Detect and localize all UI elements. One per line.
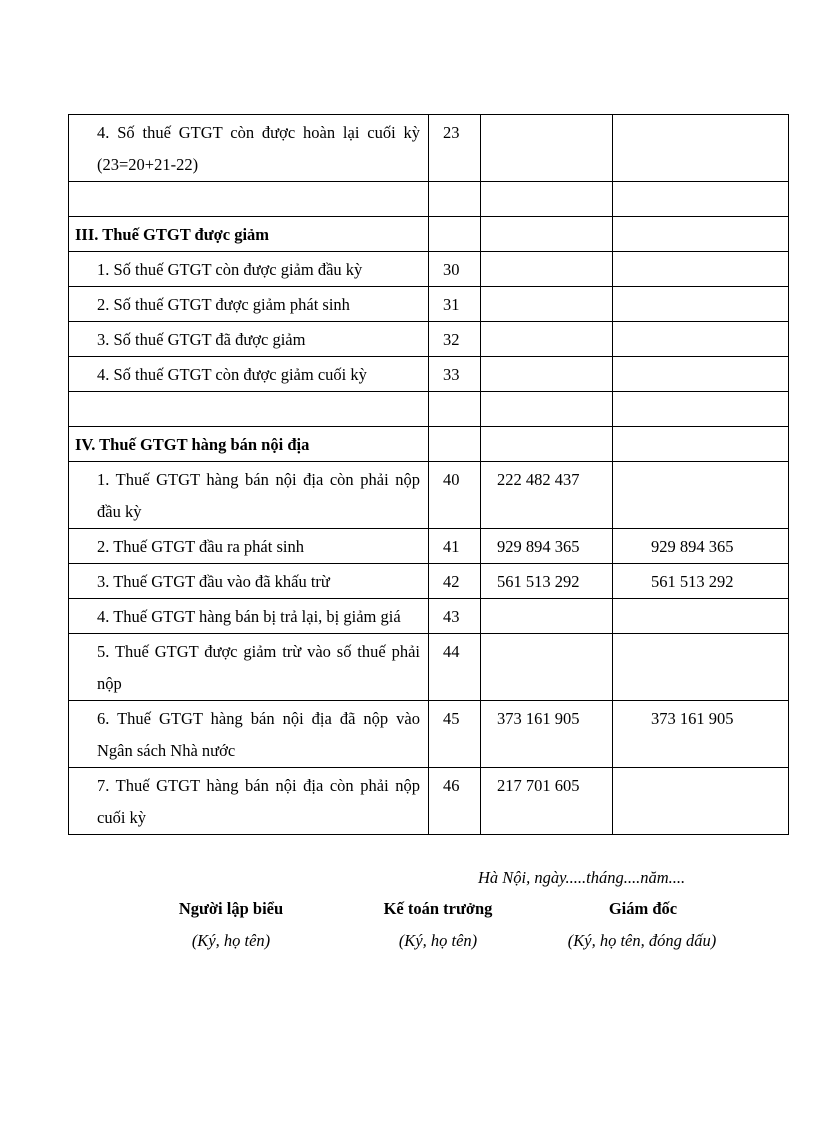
row-amount-period	[613, 634, 789, 701]
row-amount-period	[613, 427, 789, 462]
row-amount-opening: 561 513 292	[481, 564, 613, 599]
row-label: 7. Thuế GTGT hàng bán nội địa còn phải nộp cuối kỳ	[69, 768, 429, 835]
table-row	[69, 115, 789, 182]
date-line: Hà Nội, ngày.....tháng....năm....	[478, 868, 686, 887]
row-amount-period	[613, 462, 789, 529]
row-amount-period: 373 161 905	[613, 701, 789, 768]
table-row	[69, 252, 789, 287]
row-code: 45	[429, 701, 481, 768]
row-amount-opening: 373 161 905	[481, 701, 613, 768]
row-code	[429, 427, 481, 462]
section-row	[69, 217, 789, 252]
row-label: 4. Số thuế GTGT còn được giảm cuối kỳ	[69, 357, 429, 392]
table-row	[69, 462, 789, 529]
row-amount-opening	[481, 115, 613, 182]
table-row	[69, 529, 789, 564]
row-amount-period	[613, 392, 789, 427]
row-code: 31	[429, 287, 481, 322]
row-amount-opening	[481, 357, 613, 392]
row-amount-period	[613, 357, 789, 392]
row-amount-period	[613, 252, 789, 287]
row-amount-opening	[481, 182, 613, 217]
row-label: 3. Thuế GTGT đầu vào đã khấu trừ	[69, 564, 429, 599]
signature-note-director: (Ký, họ tên, đóng dấu)	[567, 931, 717, 950]
row-amount-period: 561 513 292	[613, 564, 789, 599]
table-row-empty	[69, 392, 789, 427]
row-amount-opening	[481, 217, 613, 252]
row-amount-opening: 217 701 605	[481, 768, 613, 835]
row-code: 46	[429, 768, 481, 835]
row-code	[429, 392, 481, 427]
row-label: 2. Thuế GTGT đầu ra phát sinh	[69, 529, 429, 564]
row-amount-opening	[481, 599, 613, 634]
row-amount-period	[613, 599, 789, 634]
row-code: 41	[429, 529, 481, 564]
row-label: 1. Số thuế GTGT còn được giảm đầu kỳ	[69, 252, 429, 287]
row-label: 5. Thuế GTGT được giảm trừ vào số thuế phải nộp	[69, 634, 429, 701]
signature-title-director: Giám đốc	[608, 899, 678, 918]
row-amount-opening	[481, 252, 613, 287]
row-amount-opening	[481, 392, 613, 427]
signature-title-preparer: Người lập biểu	[178, 899, 284, 918]
section-heading: IV. Thuế GTGT hàng bán nội địa	[69, 427, 429, 462]
row-amount-period	[613, 768, 789, 835]
row-label: 6. Thuế GTGT hàng bán nội địa đã nộp vào Ngân sách Nhà nước	[69, 701, 429, 768]
row-code: 33	[429, 357, 481, 392]
row-label: 3. Số thuế GTGT đã được giảm	[69, 322, 429, 357]
row-label	[69, 392, 429, 427]
row-amount-opening	[481, 287, 613, 322]
row-code: 23	[429, 115, 481, 182]
row-amount-period	[613, 217, 789, 252]
signature-title-chief-accountant: Kế toán trưởng	[383, 899, 493, 918]
row-label: 4. Thuế GTGT hàng bán bị trả lại, bị giảm giá	[69, 599, 429, 634]
row-code: 44	[429, 634, 481, 701]
row-amount-period	[613, 115, 789, 182]
row-code	[429, 182, 481, 217]
section-heading: III. Thuế GTGT được giảm	[69, 217, 429, 252]
table-row	[69, 599, 789, 634]
row-code	[429, 217, 481, 252]
row-code: 40	[429, 462, 481, 529]
row-amount-period	[613, 287, 789, 322]
row-label: 2. Số thuế GTGT được giảm phát sinh	[69, 287, 429, 322]
row-label: 1. Thuế GTGT hàng bán nội địa còn phải nộp đầu kỳ	[69, 462, 429, 529]
row-amount-period	[613, 322, 789, 357]
row-code: 32	[429, 322, 481, 357]
signature-note-preparer: (Ký, họ tên)	[191, 931, 271, 950]
row-amount-period	[613, 182, 789, 217]
table-row	[69, 634, 789, 701]
vat-table	[68, 114, 789, 835]
row-code: 42	[429, 564, 481, 599]
row-code: 43	[429, 599, 481, 634]
table-row	[69, 357, 789, 392]
row-amount-opening	[481, 322, 613, 357]
row-amount-period: 929 894 365	[613, 529, 789, 564]
table-row	[69, 287, 789, 322]
signature-note-chief-accountant: (Ký, họ tên)	[398, 931, 478, 950]
table-row	[69, 701, 789, 768]
row-amount-opening: 929 894 365	[481, 529, 613, 564]
row-amount-opening	[481, 634, 613, 701]
table-row	[69, 768, 789, 835]
row-label	[69, 182, 429, 217]
table-row	[69, 564, 789, 599]
section-row	[69, 427, 789, 462]
row-amount-opening	[481, 427, 613, 462]
table-row	[69, 322, 789, 357]
row-amount-opening: 222 482 437	[481, 462, 613, 529]
row-label: 4. Số thuế GTGT còn được hoàn lại cuối kỳ (23=20+21-22)	[69, 115, 429, 182]
row-code: 30	[429, 252, 481, 287]
table-row-empty	[69, 182, 789, 217]
